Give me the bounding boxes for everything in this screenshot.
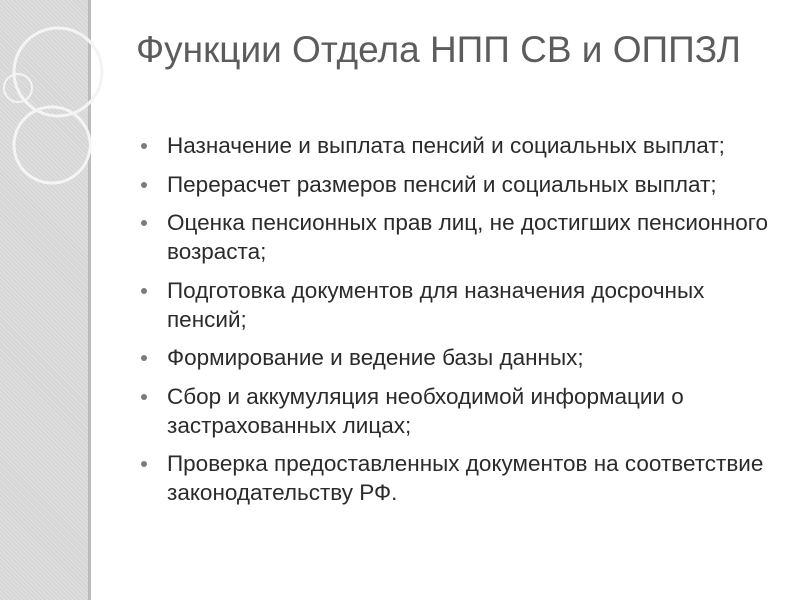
bullet-text: Проверка предоставленных документов на соответствие законодательству РФ. [167,451,764,505]
bullet-dot-icon [141,394,147,400]
bullet-dot-icon [141,461,147,467]
bullet-dot-icon [141,355,147,361]
bullet-text: Назначение и выплата пенсий и социальных выплат; [167,133,725,158]
decorative-side-panel [0,0,88,600]
side-panel-border [88,0,91,600]
bullet-dot-icon [141,220,147,226]
slide-title: Функции Отдела НПП СВ и ОППЗЛ [136,29,741,70]
bullet-item [138,449,788,507]
bullet-text: Перерасчет размеров пенсий и социальных выплат; [167,171,717,197]
bullet-text: Формирование и ведение базы данных; [167,345,584,370]
bullet-item [138,343,788,372]
bullet-item [138,382,788,440]
bullet-item [138,131,788,160]
bullet-list [138,131,788,517]
bullet-item [138,208,788,266]
bullet-dot-icon [141,182,147,188]
bullet-item [138,170,788,199]
bullet-dot-icon [141,288,147,294]
bullet-dot-icon [141,143,147,149]
bullet-text: Сбор и аккумуляция необходимой информации о застрахованных лицах; [167,383,684,438]
bullet-text: Оценка пенсионных прав лиц, не достигших пенсионного возраста; [167,210,768,264]
bullet-item [138,276,788,334]
bullet-text: Подготовка документов для назначения досрочных пенсий; [167,277,705,332]
